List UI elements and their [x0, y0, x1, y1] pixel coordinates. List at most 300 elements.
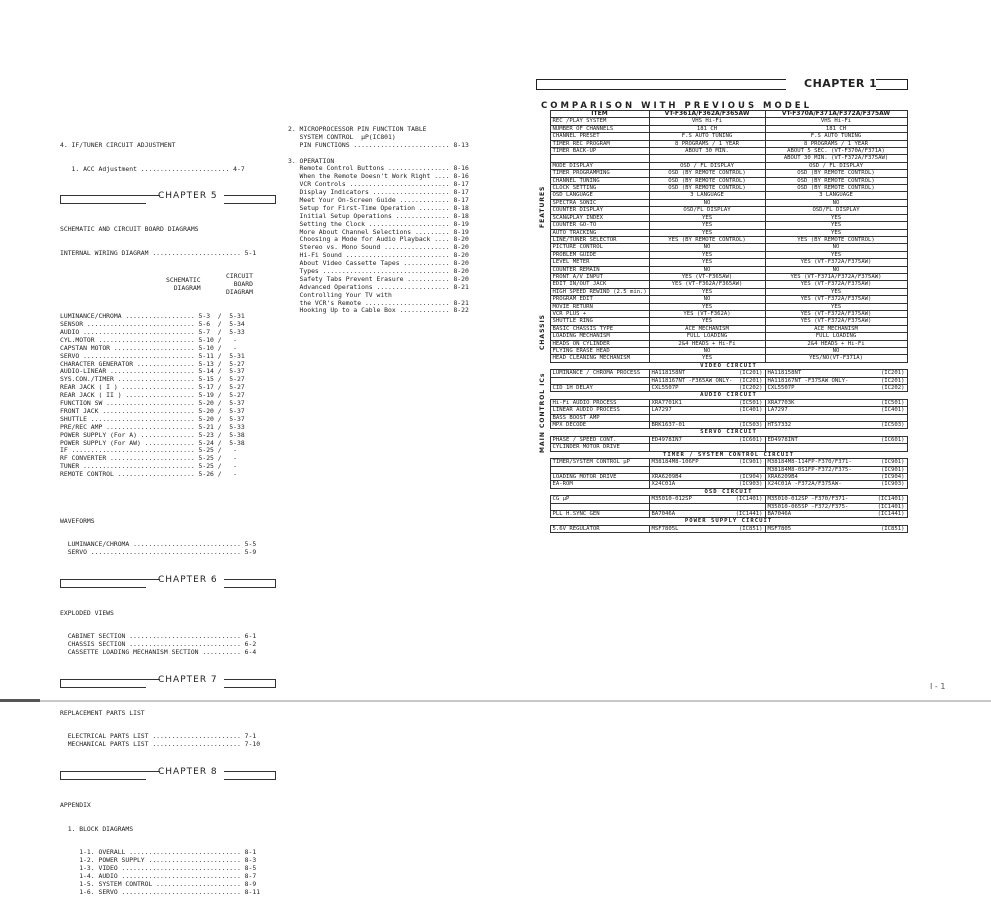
old-value: ABOUT 30 MIN.	[649, 148, 765, 155]
new-part: ED4978INT	[765, 436, 857, 443]
toc-item: FUNCTION SW ....................... 5-20 / 5-37	[60, 399, 245, 408]
table-row	[538, 199, 907, 206]
new-part	[765, 444, 857, 451]
item-name: PLL H.SYNC GEN	[550, 510, 649, 517]
side-label: FEATURES	[538, 185, 546, 228]
old-part: HA118167NT -F365AW ONLY-	[649, 377, 715, 384]
toc-item: 1-3. VIDEO ............................... 8-5	[60, 863, 257, 872]
old-value: YES (BY REMOTE CONTROL)	[649, 236, 765, 243]
toc-item: About Video Cassette Tapes ............ 8-20	[288, 259, 469, 268]
toc-item: Stereo vs. Mono Sound ................. 8-20	[288, 243, 469, 252]
table-row	[538, 273, 907, 280]
item-name	[550, 466, 649, 473]
old-value: YES	[649, 303, 765, 310]
toc-item: 1-6. SERVO ............................... 8-11	[60, 887, 261, 896]
item-name: CHANNEL PRESET	[550, 133, 649, 140]
new-value: YES (VT-F372A/F375AW)	[765, 296, 907, 303]
toc-item: More About Channel Selections ......... 8-19	[288, 227, 469, 236]
new-value: YES	[765, 288, 907, 295]
old-value: YES (VT-F365AW)	[649, 273, 765, 280]
item-name: BASS BOOST AMP	[550, 414, 649, 421]
old-part: CXL5507P	[649, 385, 715, 392]
chapter-8-header	[60, 766, 272, 783]
toc-item: REAR JACK ( I ) ................... 5-17 / 5-27	[60, 383, 245, 392]
toc-item: CABINET SECTION ............................. 6-1	[60, 632, 257, 641]
old-value: ACE MECHANISM	[649, 325, 765, 332]
item-name: HIGH SPEED REWIND (2.5 min.)	[550, 288, 649, 295]
toc-item: TUNER ............................. 5-25 / -	[60, 462, 237, 471]
section-title: POWER SUPPLY CIRCUIT	[550, 518, 907, 525]
item-name: HEAD CLEANING MECHANISM	[550, 355, 649, 362]
toc-item: 1-1. OVERALL ............................. 8-1	[60, 848, 257, 857]
old-value: F.S AUTO TUNING	[649, 133, 765, 140]
table-row	[538, 281, 907, 288]
item-name: FLYING ERASE HEAD	[550, 348, 649, 355]
circuit-board-header: CIRCUIT BOARD DIAGRAM	[226, 272, 253, 297]
section-title: AUDIO CIRCUIT	[550, 392, 907, 399]
new-value: YES	[765, 229, 907, 236]
old-ic-ref	[715, 444, 765, 451]
toc-item: Hooking Up to a Cable Box ............. 8-22	[288, 306, 469, 315]
table-row	[538, 310, 907, 317]
toc-item: AUDIO-LINEAR ...................... 5-14 / 5-37	[60, 367, 245, 376]
old-value: 8 PROGRAMS / 1 YEAR	[649, 140, 765, 147]
new-ic-ref: (IC903)	[857, 481, 907, 488]
diagram-list	[60, 313, 272, 479]
old-value: OSD (BY REMOTE CONTROL)	[649, 170, 765, 177]
table-row	[538, 325, 907, 332]
new-part	[765, 414, 857, 421]
old-value: FULL LOADING	[649, 333, 765, 340]
old-value: YES	[649, 229, 765, 236]
chapter-label: CHAPTER 6	[158, 574, 218, 585]
old-value: OSD/FL DISPLAY	[649, 207, 765, 214]
chapter-title: CHAPTER 1	[804, 77, 878, 90]
toc-item: CASSETTE LOADING MECHANISM SECTION .......... 6-4	[60, 648, 257, 657]
header-item: ITEM	[550, 111, 649, 118]
old-part: X24C01A	[649, 481, 715, 488]
section-row	[538, 488, 907, 495]
section-title: WAVEFORMS	[60, 516, 95, 525]
old-value: YES	[649, 222, 765, 229]
new-value: YES	[765, 251, 907, 258]
toc-item: Setup for First-Time Operation ........ 8-18	[288, 203, 469, 212]
toc-item: AUDIO ............................. 5-7 / 5-33	[60, 328, 245, 337]
old-value: YES	[649, 318, 765, 325]
new-value: VHS Hi-Fi	[765, 118, 907, 125]
table-row	[538, 192, 907, 199]
item-name: TIMER BACK-UP	[550, 148, 649, 155]
new-ic-ref: (IC901)	[857, 466, 907, 473]
old-ic-ref: (IC401)	[715, 407, 765, 414]
item-name: LUMINANCE / CHROMA PROCESS	[550, 370, 649, 377]
table-row	[538, 214, 907, 221]
item-name: TIMER PROGRAMMING	[550, 170, 649, 177]
table-row	[538, 444, 907, 451]
header-new-model: VT-F370A/F371A/F372A/F375AW	[765, 111, 907, 118]
toc-item: 1-4. AUDIO ............................... 8-7	[60, 871, 257, 880]
item-name: EA-ROM	[550, 481, 649, 488]
comparison-title: COMPARISON WITH PREVIOUS MODEL	[541, 101, 812, 111]
toc-item: Hi-Fi Sound ........................... 8-20	[288, 251, 469, 260]
old-part: BA7046A	[649, 510, 715, 517]
new-value: YES (VT-F372A/F375AW)	[765, 259, 907, 266]
item-name: MODE DISPLAY	[550, 162, 649, 169]
table-row	[538, 466, 907, 473]
section-row	[538, 362, 907, 369]
section-title: SCHEMATIC AND CIRCUIT BOARD DIAGRAMS	[60, 225, 199, 234]
table-row	[538, 385, 907, 392]
waveform-list	[60, 541, 272, 557]
new-part: M38184M8-114FP-F370/F371-	[765, 459, 857, 466]
new-value: YES/NO(VT-F371A)	[765, 355, 907, 362]
new-value: YES (VT-F372A/F375AW)	[765, 310, 907, 317]
new-value: NO	[765, 244, 907, 251]
toc-item: SYSTEM CONTROL μP(IC801)	[288, 132, 396, 141]
old-value: VHS Hi-Fi	[649, 118, 765, 125]
chapter-7-header	[60, 674, 272, 691]
toc-item: the VCR's Remote ...................... 8-21	[288, 298, 469, 307]
item-name: 5.6V REGULATOR	[550, 525, 649, 532]
old-value: NO	[649, 266, 765, 273]
new-part: BA7046A	[765, 510, 857, 517]
chapter-label: CHAPTER 7	[158, 674, 218, 685]
item-name: FRONT A/V INPUT	[550, 273, 649, 280]
item-name: TIMER/SYSTEM CONTROL μP	[550, 459, 649, 466]
toc-item: When the Remote Doesn't Work Right .... 8-16	[288, 172, 469, 181]
section-title: SERVO CIRCUIT	[550, 429, 907, 436]
toc-item: 1. ACC Adjustment ....................... 4-7	[60, 164, 245, 173]
old-ic-ref: (IC501)	[715, 399, 765, 406]
toc-item: Setting the Clock ..................... 8-19	[288, 219, 469, 228]
table-row	[538, 525, 907, 532]
item-name: LOADING MOTOR DRIVE	[550, 473, 649, 480]
new-ic-ref: (IC901)	[857, 459, 907, 466]
new-part: CXL5507P	[765, 385, 857, 392]
side-label-cell	[538, 313, 550, 362]
new-part: LA7297	[765, 407, 857, 414]
toc-item: CHASSIS SECTION ............................. 6-2	[60, 640, 257, 649]
table-row	[538, 177, 907, 184]
item-name: EDIT IN/OUT JACK	[550, 281, 649, 288]
toc-item: 1. BLOCK DIAGRAMS	[60, 824, 134, 833]
new-value: 8 PROGRAMS / 1 YEAR	[765, 140, 907, 147]
old-ic-ref: (IC503)	[715, 422, 765, 429]
old-part: LA7297	[649, 407, 715, 414]
old-part: XRA7701K1	[649, 399, 715, 406]
table-row	[538, 355, 907, 362]
chapter-6-header	[60, 574, 272, 591]
new-value: F.S AUTO TUNING	[765, 133, 907, 140]
item-name: PICTURE CONTROL	[550, 244, 649, 251]
old-value: YES	[649, 251, 765, 258]
new-ic-ref: (IC904)	[857, 473, 907, 480]
header-old-model: VT-F361A/F362A/F365AW	[649, 111, 765, 118]
toc-item: POWER SUPPLY (For AW) ............. 5-24 / 5-38	[60, 438, 245, 447]
old-part: MSF7805L	[649, 525, 715, 532]
side-label-cell	[538, 362, 550, 532]
table-row	[538, 259, 907, 266]
new-part: MSF7805	[765, 525, 857, 532]
table-row	[538, 118, 907, 125]
toc-item: Safety Tabs Prevent Erasure ........... 8-20	[288, 274, 469, 283]
toc-item: REMOTE CONTROL .................... 5-26 / -	[60, 470, 237, 479]
side-label-cell	[538, 118, 550, 325]
toc-item: Display Indicators .................... 8-17	[288, 188, 469, 197]
item-name: LOADING MECHANISM	[550, 333, 649, 340]
new-part: M38184M8-0S1FP-F372/F375-	[765, 466, 857, 473]
table-row	[538, 496, 907, 503]
toc-item: SERVO ............................. 5-11 / 5-31	[60, 351, 245, 360]
new-part: HA118158NT	[765, 370, 857, 377]
toc-item: FRONT JACK ........................ 5-20 / 5-37	[60, 406, 245, 415]
new-value: FULL LOADING	[765, 333, 907, 340]
table-row	[538, 422, 907, 429]
new-ic-ref: (IC503)	[857, 422, 907, 429]
item-name: CYLINDER MOTOR DRIVE	[550, 444, 649, 451]
new-value: ABOUT 30 MIN. (VT-F372A/F375AW)	[765, 155, 907, 162]
section-row	[538, 451, 907, 458]
toc-item: Choosing a Mode for Audio Playback .... 8-20	[288, 235, 469, 244]
old-value: YES (VT-F362A)	[649, 310, 765, 317]
table-row	[538, 296, 907, 303]
old-value: OSD (BY REMOTE CONTROL)	[649, 185, 765, 192]
table-row	[538, 133, 907, 140]
table-row	[538, 407, 907, 414]
toc-item: SERVO ....................................... 5-9	[60, 548, 257, 557]
item-name: CLOCK SETTING	[550, 185, 649, 192]
toc-item: 4. IF/TUNER CIRCUIT ADJUSTMENT	[60, 140, 176, 149]
toc-item: RF CONVERTER ...................... 5-25 / -	[60, 454, 237, 463]
new-value: NO	[765, 348, 907, 355]
section-row	[538, 429, 907, 436]
table-row	[538, 185, 907, 192]
side-label: CHASSIS	[538, 313, 546, 350]
column-headers	[60, 273, 272, 297]
item-name: LEVEL METER	[550, 259, 649, 266]
old-value: NO	[649, 199, 765, 206]
toc-item: 2. MICROPROCESSOR PIN FUNCTION TABLE	[288, 125, 427, 133]
item-name: PROBLEM GUIDE	[550, 251, 649, 258]
item-name: SHUTTLE RING	[550, 318, 649, 325]
toc-item: SHUTTLE ........................... 5-20 / 5-37	[60, 414, 245, 423]
table-row	[538, 303, 907, 310]
toc-item: Advanced Operations ................... 8-21	[288, 282, 469, 291]
table-row	[538, 170, 907, 177]
old-ic-ref: (IC201)	[715, 377, 765, 384]
new-value: OSD (BY REMOTE CONTROL)	[765, 177, 907, 184]
item-name	[550, 377, 649, 384]
new-ic-ref: (IC1401)	[857, 496, 907, 503]
section-title: REPLACEMENT PARTS LIST	[60, 708, 145, 717]
table-row	[538, 348, 907, 355]
toc-item: 3. OPERATION	[288, 156, 335, 165]
toc-item: 1-5. SYSTEM CONTROL ...................... 8-9	[60, 879, 257, 888]
chapter-5-header	[60, 193, 272, 207]
item-name: COUNTER DISPLAY	[550, 207, 649, 214]
table-row	[538, 377, 907, 384]
chapter-label: CHAPTER 8	[158, 766, 218, 777]
toc-item: Initial Setup Operations .............. 8-18	[288, 211, 469, 220]
new-ic-ref: (IC202)	[857, 385, 907, 392]
old-ic-ref: (IC901)	[715, 459, 765, 466]
old-value: 3 LANGUAGE	[649, 192, 765, 199]
new-value: 3 LANGUAGE	[765, 192, 907, 199]
old-part: ED4978IN7	[649, 436, 715, 443]
section-title: APPENDIX	[60, 800, 91, 809]
item-name: BASIC CHASSIS TYPE	[550, 325, 649, 332]
item-name: SPECTRA SONIC	[550, 199, 649, 206]
new-value: OSD / FL DISPLAY	[765, 162, 907, 169]
block-diagram-list	[60, 849, 272, 896]
old-value: YES	[649, 259, 765, 266]
section-title: EXPLODED VIEWS	[60, 608, 114, 617]
header-row	[538, 111, 907, 118]
old-ic-ref: (IC851)	[715, 525, 765, 532]
item-name	[550, 503, 649, 510]
new-part: X24C01A -F372A/F375AW-	[765, 481, 857, 488]
new-value: OSD (BY REMOTE CONTROL)	[765, 185, 907, 192]
new-value: YES (BY REMOTE CONTROL)	[765, 236, 907, 243]
toc-column-2	[288, 125, 469, 315]
new-value: NO	[765, 266, 907, 273]
toc-item: ELECTRICAL PARTS LIST ....................... 7-1	[60, 732, 257, 741]
scan-edge-dark	[0, 699, 40, 702]
old-part	[649, 444, 715, 451]
item-name: MOVIE RETURN	[550, 303, 649, 310]
table-row	[538, 288, 907, 295]
item-name: CID 1H DELAY	[550, 385, 649, 392]
new-ic-ref: (IC601)	[857, 436, 907, 443]
replacement-list	[60, 733, 272, 749]
new-value: YES (VT-F371A/F372A/F375AW)	[765, 273, 907, 280]
old-value: 2&4 HEADS + Hi-Fi	[649, 340, 765, 347]
toc-item: IF ................................ 5-25 / -	[60, 446, 237, 455]
toc-item: CYL.MOTOR ......................... 5-10 / -	[60, 335, 237, 344]
old-value: OSD (BY REMOTE CONTROL)	[649, 177, 765, 184]
table-row	[538, 510, 907, 517]
scan-edge	[0, 700, 991, 702]
old-ic-ref: (IC1441)	[715, 510, 765, 517]
old-part: XRA6209B4	[649, 473, 715, 480]
item-name: CHANNEL TUNING	[550, 177, 649, 184]
table-row	[538, 318, 907, 325]
toc-item: Controlling Your TV with	[288, 290, 392, 299]
toc-item: Types ................................. 8-20	[288, 267, 469, 276]
new-value: YES	[765, 214, 907, 221]
section-row	[538, 392, 907, 399]
new-value: YES (VT-F372A/F375AW)	[765, 281, 907, 288]
table-row	[538, 370, 907, 377]
old-ic-ref: (IC201)	[715, 370, 765, 377]
toc-item: Remote Control Buttons ................ 8-16	[288, 164, 469, 173]
item-name: COUNTER REMAIN	[550, 266, 649, 273]
new-value: 2&4 HEADS + Hi-Fi	[765, 340, 907, 347]
old-ic-ref: (IC903)	[715, 481, 765, 488]
toc-item: MECHANICAL PARTS LIST ....................... 7-10	[60, 740, 261, 749]
item-name	[550, 155, 649, 162]
item-name: Hi-Fi AUDIO PROCESS	[550, 399, 649, 406]
chapter-1-header	[536, 76, 908, 92]
item-name: LINEAR AUDIO PROCESS	[550, 407, 649, 414]
old-value: 181 CH	[649, 125, 765, 132]
toc-item: CHARACTER GENERATOR ............... 5-13 / 5-27	[60, 359, 245, 368]
old-ic-ref	[715, 414, 765, 421]
new-ic-ref: (IC1401)	[857, 503, 907, 510]
old-value: NO	[649, 348, 765, 355]
table-row	[538, 251, 907, 258]
toc-item: PIN FUNCTIONS ......................... 8-13	[288, 140, 469, 149]
new-value: 181 CH	[765, 125, 907, 132]
toc-item: REAR JACK ( II ) .................. 5-19 / 5-27	[60, 391, 245, 400]
new-ic-ref: (IC401)	[857, 407, 907, 414]
toc-item: INTERNAL WIRING DIAGRAM ....................... 5-1	[60, 248, 257, 257]
old-part	[649, 503, 715, 510]
old-part: BRK1637-01	[649, 422, 715, 429]
new-part: XRA6209B4	[765, 473, 857, 480]
table-row	[538, 162, 907, 169]
new-value: OSD/FL DISPLAY	[765, 207, 907, 214]
old-ic-ref	[715, 466, 765, 473]
toc-item: SYS.CON./TIMER .................... 5-15 / 5-27	[60, 375, 245, 384]
new-part: M35010-012SP -F370/F371-	[765, 496, 857, 503]
page-number: I - 1	[930, 682, 946, 691]
item-name: HEADS ON CYLINDER	[550, 340, 649, 347]
table-row	[538, 473, 907, 480]
table-row	[538, 229, 907, 236]
new-value: YES	[765, 303, 907, 310]
new-value: YES	[765, 222, 907, 229]
new-value: OSD (BY REMOTE CONTROL)	[765, 170, 907, 177]
new-ic-ref: (IC201)	[857, 377, 907, 384]
item-name: AUTO TRACKING	[550, 229, 649, 236]
new-value: ABOUT 5 SEC. (VT-F370A/F371A)	[765, 148, 907, 155]
new-ic-ref: (IC851)	[857, 525, 907, 532]
old-value: NO	[649, 296, 765, 303]
new-part: M35010-065SP -F372/F375-	[765, 503, 857, 510]
table-row	[538, 236, 907, 243]
new-ic-ref	[857, 444, 907, 451]
table-row	[538, 340, 907, 347]
toc-column-1	[60, 126, 272, 904]
old-value: OSD / FL DISPLAY	[649, 162, 765, 169]
table-row	[538, 266, 907, 273]
toc-item: 1-2. POWER SUPPLY ........................ 8-3	[60, 856, 257, 865]
item-name: NUMBER OF CHANNELS	[550, 125, 649, 132]
old-part: M35010-012SP	[649, 496, 715, 503]
new-ic-ref: (IC501)	[857, 399, 907, 406]
schematic-header: SCHEMATIC DIAGRAM	[166, 276, 201, 293]
chapter-label: CHAPTER 5	[158, 191, 218, 202]
toc-item: LUMINANCE/CHROMA .................. 5-3 / 5-31	[60, 312, 245, 321]
toc-item: SENSOR ............................ 5-6 / 5-34	[60, 320, 245, 329]
table-row	[538, 244, 907, 251]
item-name: PROGRAM EDIT	[550, 296, 649, 303]
table-row	[538, 207, 907, 214]
item-name: LINE/TUNER SELECTOR	[550, 236, 649, 243]
old-value	[649, 155, 765, 162]
item-name: MPX DECODE	[550, 422, 649, 429]
old-part: HA118158NT	[649, 370, 715, 377]
old-part	[649, 466, 715, 473]
toc-item: Meet Your On-Screen Guide ............. 8-17	[288, 196, 469, 205]
old-part	[649, 414, 715, 421]
table-row	[538, 503, 907, 510]
old-value: NO	[649, 244, 765, 251]
new-part: HA118167NT -F375AW ONLY-	[765, 377, 857, 384]
toc-item: VCR Controls .......................... 8-17	[288, 180, 469, 189]
table-row	[538, 140, 907, 147]
